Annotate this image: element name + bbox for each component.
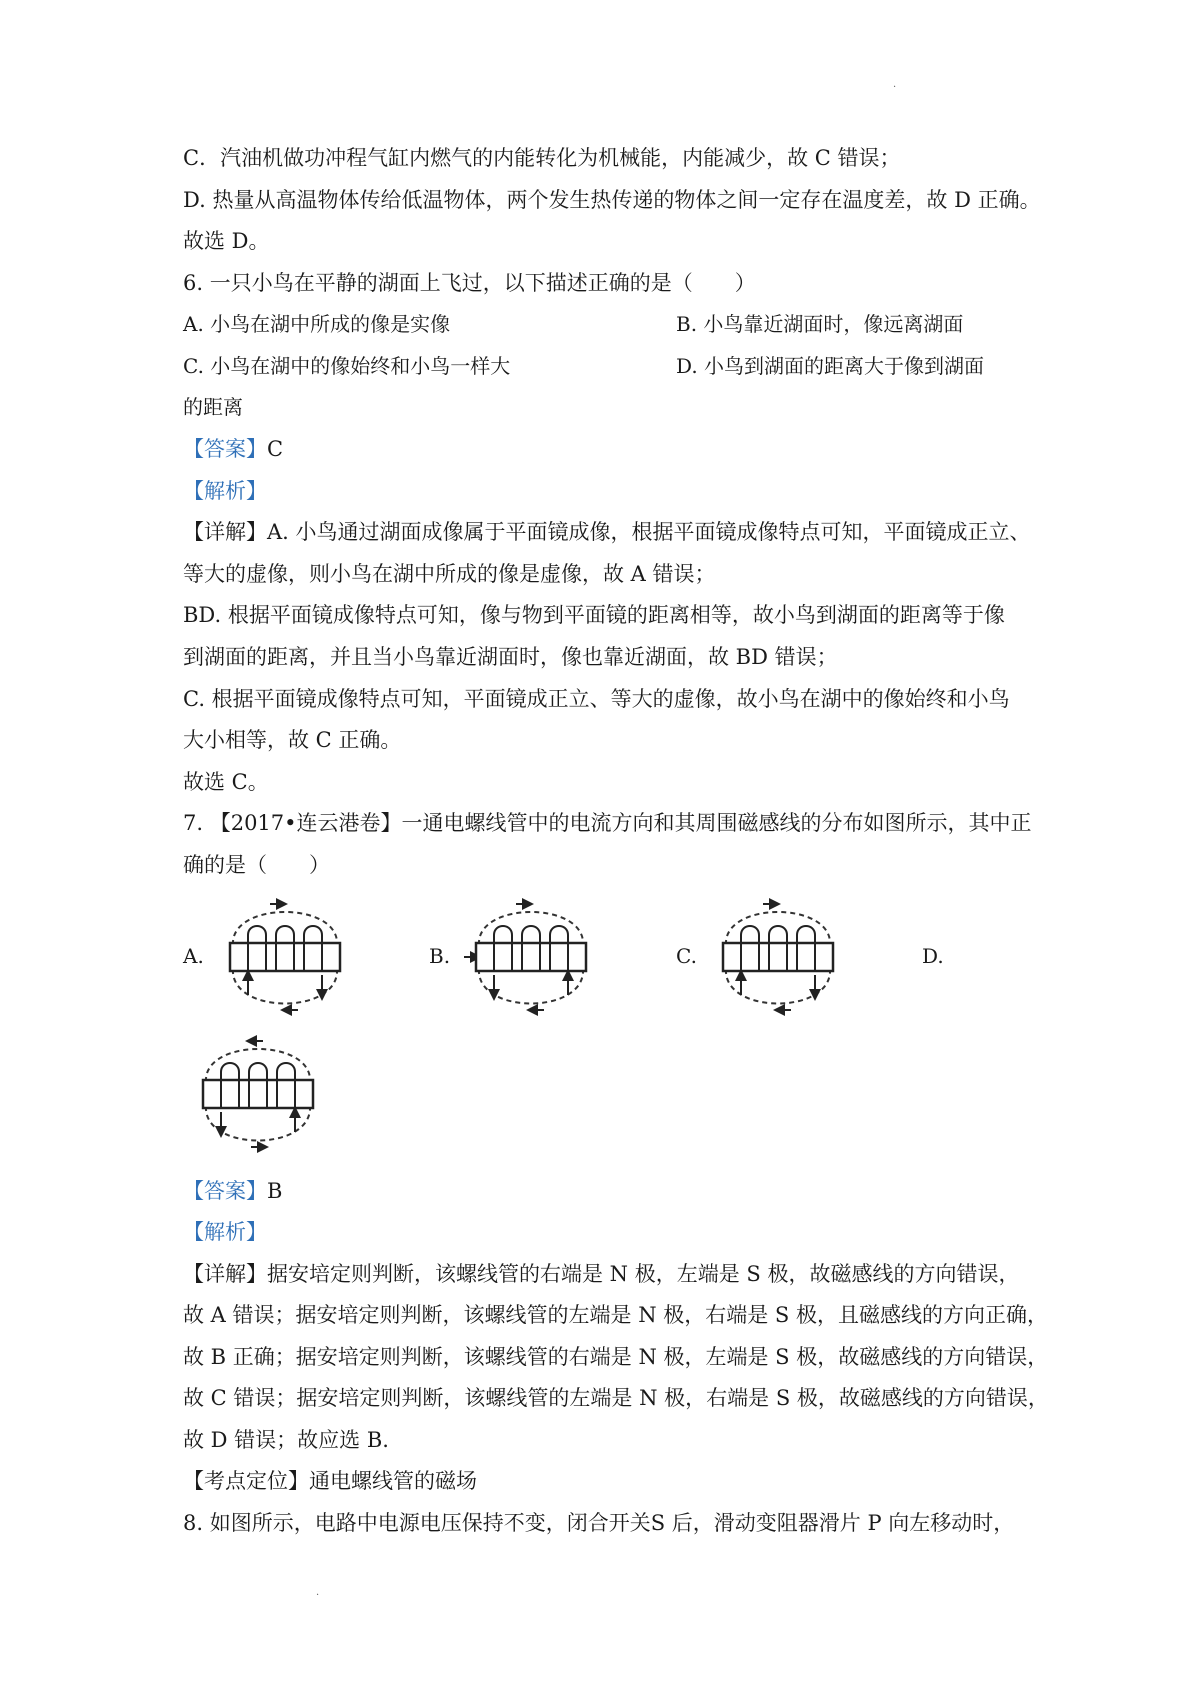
q7-answer-value: B bbox=[267, 1179, 283, 1203]
q7-detail-1: 【详解】据安培定则判断，该螺线管的右端是 N 极，左端是 S 极，故磁感线的方向错误， bbox=[183, 1262, 1020, 1286]
q6-option-b: B. 小鸟靠近湖面时，像远离湖面 bbox=[676, 312, 964, 336]
q7-detail-2: 故 A 错误；据安培定则判断，该螺线管的左端是 N 极，右端是 S 极，且磁感线的方向正确， bbox=[183, 1303, 1048, 1327]
q6-detail-6: 大小相等，故 C 正确。 bbox=[183, 728, 402, 752]
q7-stem-1: 7. 【2017•连云港卷】一通电螺线管中的电流方向和其周围磁感线的分布如图所示，其中正 bbox=[183, 811, 1032, 835]
q6-answer-tag: 【答案】 bbox=[183, 437, 267, 461]
q6-detail-7: 故选 C。 bbox=[183, 770, 269, 794]
q5-choice: 故选 D。 bbox=[183, 229, 270, 253]
q7-detail-5: 故 D 错误；故应选 B. bbox=[183, 1428, 389, 1452]
q5-option-c-explanation: C．汽油机做功冲程气缸内燃气的内能转化为机械能，内能减少，故 C 错误； bbox=[183, 146, 901, 170]
q7-detail-3: 故 B 正确；据安培定则判断，该螺线管的右端是 N 极，左端是 S 极，故磁感线的方向错误， bbox=[183, 1345, 1049, 1369]
q7-analysis-tag: 【解析】 bbox=[183, 1220, 267, 1244]
q5-option-d-explanation: D. 热量从高温物体传给低温物体，两个发生热传递的物体之间一定存在温度差，故 D 正确。 bbox=[183, 188, 1041, 212]
page-dot-bottom: · bbox=[316, 1590, 320, 1601]
q7-diagram-b bbox=[456, 893, 606, 1021]
q7-kaodian: 【考点定位】通电螺线管的磁场 bbox=[183, 1469, 477, 1493]
q6-detail-2: 等大的虚像，则小鸟在湖中所成的像是虚像，故 A 错误； bbox=[183, 562, 716, 586]
q6-answer bbox=[183, 434, 283, 464]
q6-option-a: A. 小鸟在湖中所成的像是实像 bbox=[183, 312, 451, 336]
q6-detail-4: 到湖面的距离，并且当小鸟靠近湖面时，像也靠近湖面，故 BD 错误； bbox=[183, 645, 838, 669]
q6-option-d: D. 小鸟到湖面的距离大于像到湖面 bbox=[676, 354, 985, 378]
q7-answer-tag: 【答案】 bbox=[183, 1179, 267, 1203]
q6-option-c: C. 小鸟在湖中的像始终和小鸟一样大 bbox=[183, 354, 511, 378]
q7-diagram-a bbox=[210, 893, 360, 1021]
q7-label-d: D. bbox=[922, 944, 944, 968]
q7-label-b: B. bbox=[429, 944, 451, 968]
q7-label-a: A. bbox=[183, 944, 204, 968]
q7-label-c: C. bbox=[676, 944, 697, 968]
q8-stem: 8. 如图所示，电路中电源电压保持不变，闭合开关S 后，滑动变阻器滑片 P 向左移动时， bbox=[183, 1511, 1015, 1535]
q7-answer bbox=[183, 1176, 282, 1206]
q7-diagram-d bbox=[183, 1030, 333, 1158]
q6-option-d-continued: 的距离 bbox=[183, 395, 243, 419]
q6-analysis-tag: 【解析】 bbox=[183, 479, 267, 503]
q6-detail-1: 【详解】A. 小鸟通过湖面成像属于平面镜成像，根据平面镜成像特点可知，平面镜成正立、 bbox=[183, 520, 1031, 544]
q6-detail-5: C. 根据平面镜成像特点可知，平面镜成正立、等大的虚像，故小鸟在湖中的像始终和小鸟 bbox=[183, 687, 1010, 711]
q7-detail-4: 故 C 错误；据安培定则判断，该螺线管的左端是 N 极，右端是 S 极，故磁感线的方向错误， bbox=[183, 1386, 1049, 1410]
q7-diagram-c bbox=[703, 893, 853, 1021]
q7-stem-2: 确的是（ ） bbox=[183, 853, 330, 877]
page-dot-top: · bbox=[893, 82, 897, 93]
q6-stem: 6. 一只小鸟在平静的湖面上飞过，以下描述正确的是（ ） bbox=[183, 271, 756, 295]
q6-detail-3: BD. 根据平面镜成像特点可知，像与物到平面镜的距离相等，故小鸟到湖面的距离等于像 bbox=[183, 603, 1005, 627]
q6-answer-value: C bbox=[267, 437, 284, 461]
